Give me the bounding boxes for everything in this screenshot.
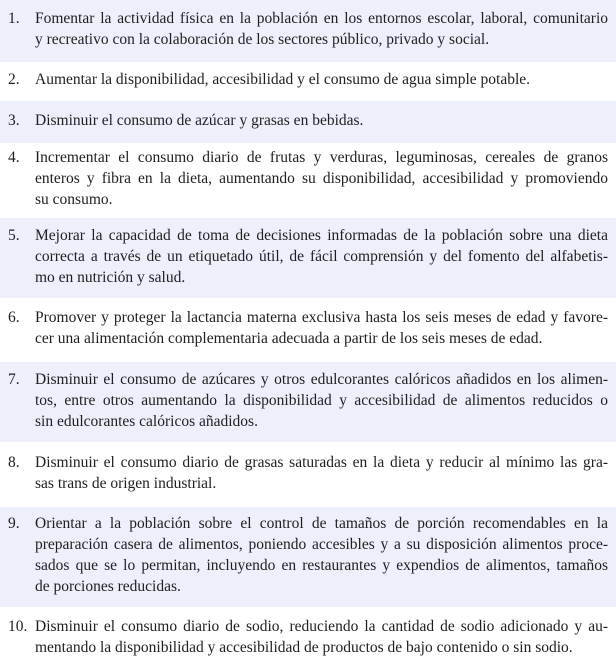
item-number: 7. — [8, 371, 20, 388]
item-text-line: su consumo. — [35, 191, 113, 208]
item-text — [35, 110, 608, 131]
item-text-line: Fomentar la actividad física en la población en los entornos escolar, laboral, comunitario — [35, 10, 608, 27]
item-text — [35, 452, 608, 494]
item-number: 2. — [8, 71, 20, 88]
item-text-line: y recreativo con la colaboración de los sectores público, privado y social. — [35, 31, 490, 48]
item-number: 5. — [8, 227, 20, 244]
item-text-line: mo en nutrición y salud. — [35, 269, 186, 286]
list-item — [0, 607, 616, 671]
item-text-line: Disminuir el consumo diario de sodio, reduciendo la cantidad de sodio adicionado y au- — [35, 618, 608, 635]
item-text-line: sados que se lo permitan, incluyendo en restaurantes y expendios de alimentos, tamaños — [35, 557, 608, 574]
item-text — [35, 8, 608, 50]
item-text-line: Aumentar la disponibilidad, accesibilidad y el consumo de agua simple potable. — [35, 71, 531, 88]
item-number: 1. — [8, 10, 20, 27]
item-text-line: sas trans de origen industrial. — [35, 475, 217, 492]
item-number: 10. — [8, 618, 28, 635]
item-text-line: Promover y proteger la lactancia materna exclusiva hasta los seis meses de edad y favore- — [35, 309, 608, 326]
item-text — [35, 147, 608, 210]
list-item — [0, 62, 616, 101]
item-number: 6. — [8, 309, 20, 326]
item-text-line: correcta a través de un etiquetado útil, de fácil comprensión y del fomento del alfabetis- — [35, 248, 608, 265]
item-text-line: Orientar a la población sobre el control de tamaños de porción recomendables en la — [35, 515, 608, 532]
item-text-line: tos, entre otros aumentando la disponibilidad y accesibilidad de alimentos reducidos o — [35, 392, 608, 409]
list-item — [0, 143, 616, 218]
list-item — [0, 101, 616, 143]
item-text-line: enteros y fibra en la dieta, aumentando su disponibilidad, accesibilidad y promoviendo — [35, 170, 608, 187]
item-text-line: Disminuir el consumo de azúcar y grasas en bebidas. — [35, 112, 364, 129]
item-text — [35, 513, 608, 597]
item-text — [35, 307, 608, 349]
item-number: 8. — [8, 454, 20, 471]
item-text — [35, 369, 608, 432]
item-text-line: Incrementar el consumo diario de frutas y verduras, leguminosas, cereales de granos — [35, 149, 608, 166]
item-text — [35, 616, 608, 658]
list-item — [0, 298, 616, 362]
item-text-line: cer una alimentación complementaria adecuada a partir de los seis meses de edad. — [35, 330, 543, 347]
item-text-line: Mejorar la capacidad de toma de decisiones informadas de la población sobre una dieta — [35, 227, 608, 244]
item-number: 9. — [8, 515, 20, 532]
item-text-line: preparación casera de alimentos, poniendo accesibles y a su disposición alimentos proce- — [35, 536, 608, 553]
item-text-line: mentando la disponibilidad y accesibilidad de productos de bajo contenido o sin sodio. — [35, 639, 573, 656]
item-text-line: de porciones reducidas. — [35, 578, 181, 595]
list-item — [0, 362, 616, 442]
list-item — [0, 507, 616, 607]
list-item — [0, 0, 616, 62]
item-number: 4. — [8, 149, 20, 166]
list-item — [0, 218, 616, 298]
list-item — [0, 442, 616, 507]
item-text-line: Disminuir el consumo de azúcares y otros edulcorantes calóricos añadidos en los alimen- — [35, 371, 608, 388]
item-text — [35, 225, 608, 288]
item-text — [35, 69, 608, 90]
item-number: 3. — [8, 112, 20, 129]
item-text-line: Disminuir el consumo diario de grasas saturadas en la dieta y reducir al mínimo las gra- — [35, 454, 608, 471]
item-text-line: sin edulcorantes calóricos añadidos. — [35, 413, 258, 430]
